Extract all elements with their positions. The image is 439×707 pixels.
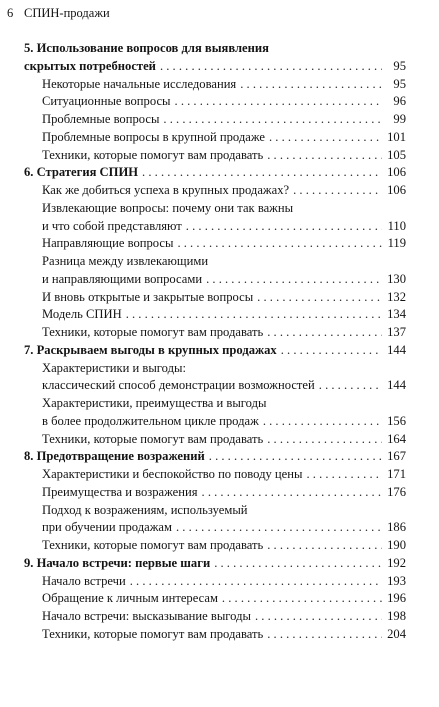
toc-chapter-entry <box>24 342 406 360</box>
toc-section-entry <box>24 253 406 271</box>
toc-section-entry <box>24 466 406 484</box>
toc-entry-title: Извлекающие вопросы: почему они так важны <box>42 200 294 215</box>
dot-leader <box>306 466 382 484</box>
toc-section-entry <box>24 519 406 537</box>
toc-entry-title: в более продолжительном цикле продаж <box>42 413 259 428</box>
dot-leader <box>269 129 382 147</box>
toc-section-entry <box>24 626 406 644</box>
page-header <box>0 6 110 20</box>
toc-section-entry <box>24 129 406 147</box>
toc-entry-title: Характеристики, преимущества и выгоды <box>42 396 267 410</box>
toc-entry-title: Как же добиться успеха в крупных продажах? <box>42 183 290 197</box>
toc-section-entry <box>24 324 406 342</box>
dot-leader <box>214 555 382 573</box>
dot-leader <box>142 164 382 182</box>
running-title: СПИН-продажи <box>24 6 110 20</box>
toc-section-entry <box>24 289 406 307</box>
dot-leader <box>267 431 382 449</box>
toc-page-number: 106 <box>387 183 406 197</box>
dot-leader <box>267 324 382 342</box>
dot-leader <box>206 271 382 289</box>
toc-entry-title: Подход к возражениям, используемый <box>42 502 248 517</box>
toc-entry-title: Техники, которые помогут вам продавать <box>42 626 264 641</box>
toc-page-number: 156 <box>387 413 406 428</box>
toc-section-entry <box>24 590 406 608</box>
toc-page-number: 106 <box>387 165 406 180</box>
toc-entry-title: классический способ демонстрации возможностей <box>42 378 315 393</box>
toc-entry-title: Модель СПИН <box>42 307 122 322</box>
toc-section-entry <box>24 182 406 200</box>
toc-page-number: 101 <box>387 129 406 144</box>
dot-leader <box>267 537 382 555</box>
toc-entry-title: и направляющими вопросами <box>42 271 203 286</box>
toc-page-number: 96 <box>393 94 406 109</box>
toc-page-number: 190 <box>387 538 406 552</box>
toc-section-entry <box>24 502 406 520</box>
toc-entry-title: Начало встречи: высказывание выгоды <box>42 609 251 623</box>
dot-leader <box>293 182 382 200</box>
toc-section-entry <box>24 111 406 129</box>
toc-page-number: 167 <box>387 449 406 464</box>
toc-section-entry <box>24 360 406 378</box>
toc-section-entry <box>24 484 406 502</box>
dot-leader <box>267 626 382 644</box>
toc-section-entry <box>24 573 406 591</box>
toc-entry-title: Направляющие вопросы <box>42 236 174 251</box>
toc-page-number: 110 <box>387 218 406 233</box>
toc-section-entry <box>24 395 406 413</box>
toc-entry-title: Ситуационные вопросы <box>42 94 171 109</box>
toc-page-number: 132 <box>387 289 406 304</box>
dot-leader <box>222 590 382 608</box>
toc-section-entry <box>24 218 406 236</box>
toc-entry-title: Характеристики и выгоды: <box>42 360 186 375</box>
toc-page-number: 193 <box>387 573 406 588</box>
toc-section-entry <box>24 537 406 555</box>
table-of-contents <box>24 40 406 644</box>
toc-entry-title: и что собой представляют <box>42 218 182 233</box>
toc-page-number: 176 <box>387 484 406 499</box>
toc-page-number: 99 <box>393 112 406 126</box>
toc-page-number: 130 <box>387 271 406 286</box>
toc-section-entry <box>24 271 406 289</box>
toc-entry-title: Начало встречи <box>42 573 126 588</box>
toc-page-number: 95 <box>393 58 406 73</box>
dot-leader <box>130 573 382 591</box>
dot-leader <box>186 218 382 236</box>
toc-page-number: 196 <box>387 591 406 606</box>
toc-entry-title: Техники, которые помогут вам продавать <box>42 538 264 552</box>
toc-chapter-entry <box>24 448 406 466</box>
toc-page-number: 95 <box>393 76 406 91</box>
dot-leader <box>257 289 382 307</box>
toc-page-number: 105 <box>387 147 406 162</box>
toc-entry-title: при обучении продажам <box>42 520 172 535</box>
toc-section-entry <box>24 377 406 395</box>
dot-leader <box>202 484 382 502</box>
toc-page-number: 186 <box>387 520 406 535</box>
toc-entry-title: Обращение к личным интересам <box>42 591 218 606</box>
dot-leader <box>163 111 382 129</box>
toc-entry-title: Характеристики и беспокойство по поводу цены <box>42 467 303 481</box>
toc-chapter-entry <box>24 164 406 182</box>
toc-page-number: 144 <box>387 342 406 357</box>
toc-entry-title: Техники, которые помогут вам продавать <box>42 325 264 339</box>
dot-leader <box>126 306 382 324</box>
dot-leader <box>263 413 382 431</box>
toc-page-number: 171 <box>387 467 406 481</box>
toc-entry-title: Разница между извлекающими <box>42 254 209 268</box>
toc-page-number: 164 <box>387 431 406 446</box>
toc-page-number: 198 <box>387 609 406 623</box>
toc-entry-title: 5. Использование вопросов для выявления <box>24 41 269 55</box>
toc-section-entry <box>24 93 406 111</box>
dot-leader <box>281 342 382 360</box>
toc-chapter-entry <box>24 40 406 58</box>
toc-page-number: 144 <box>387 378 406 393</box>
dot-leader <box>255 608 382 626</box>
dot-leader <box>176 519 382 537</box>
toc-section-entry <box>24 200 406 218</box>
toc-entry-title: 7. Раскрываем выгоды в крупных продажах <box>24 342 277 357</box>
toc-page-number: 192 <box>387 555 406 570</box>
toc-chapter-entry <box>24 555 406 573</box>
dot-leader <box>267 147 382 165</box>
toc-section-entry <box>24 235 406 253</box>
dot-leader <box>240 76 382 94</box>
toc-page-number: 119 <box>387 236 406 251</box>
dot-leader <box>319 377 382 395</box>
toc-entry-title: Некоторые начальные исследования <box>42 76 237 91</box>
toc-section-entry <box>24 147 406 165</box>
dot-leader <box>177 235 382 253</box>
toc-page-number: 204 <box>387 626 406 641</box>
toc-page-number: 134 <box>387 307 406 322</box>
toc-entry-title: Проблемные вопросы в крупной продаже <box>42 129 265 144</box>
toc-entry-title: Преимущества и возражения <box>42 484 198 499</box>
dot-leader <box>209 448 382 466</box>
toc-section-entry <box>24 306 406 324</box>
toc-entry-title: Проблемные вопросы <box>42 112 160 126</box>
toc-entry-title: Техники, которые помогут вам продавать <box>42 147 264 162</box>
toc-section-entry <box>24 76 406 94</box>
toc-entry-title: 9. Начало встречи: первые шаги <box>24 555 211 570</box>
toc-section-entry <box>24 431 406 449</box>
toc-section-entry <box>24 413 406 431</box>
toc-entry-title: 6. Стратегия СПИН <box>24 165 139 180</box>
toc-entry-title: 8. Предотвращение возражений <box>24 449 205 464</box>
toc-page-number: 137 <box>387 325 406 339</box>
dot-leader <box>175 93 382 111</box>
toc-entry-title: Техники, которые помогут вам продавать <box>42 431 264 446</box>
page-number: 6 <box>7 6 14 20</box>
dot-leader <box>160 58 382 76</box>
toc-chapter-entry <box>24 58 406 76</box>
toc-section-entry <box>24 608 406 626</box>
toc-entry-title: скрытых потребностей <box>24 58 156 73</box>
toc-entry-title: И вновь открытые и закрытые вопросы <box>42 289 254 304</box>
